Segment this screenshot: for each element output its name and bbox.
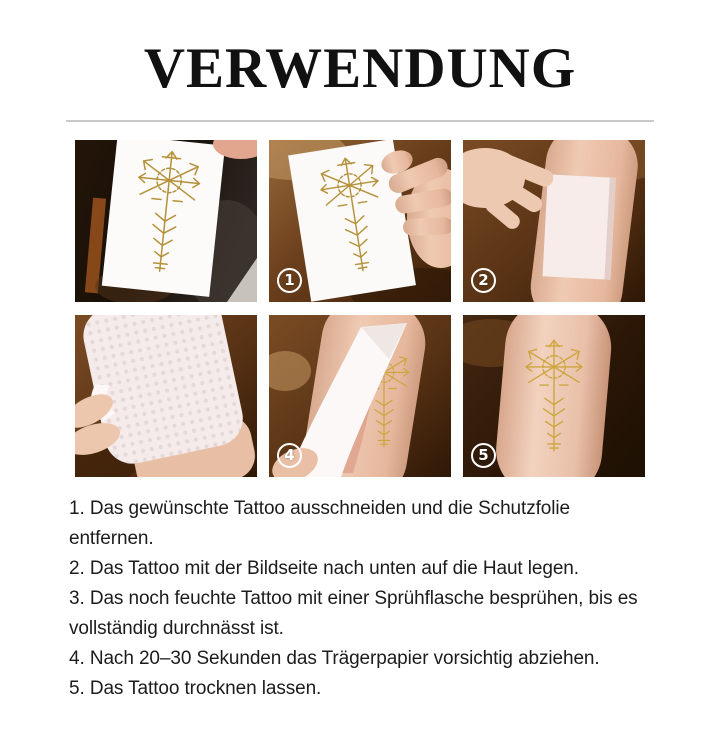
page bbox=[0, 36, 720, 704]
instruction-item: 3. Das noch feuchte Tattoo mit einer Sprühflasche besprühen, bis es vollständig durchnässt ist. bbox=[69, 587, 638, 639]
instruction-item: 4. Nach 20–30 Sekunden das Trägerpapier vorsichtig abziehen. bbox=[69, 647, 600, 669]
step-photo-3 bbox=[463, 140, 645, 302]
photo-scene bbox=[75, 315, 257, 477]
step-number-badge: 2 bbox=[471, 268, 496, 293]
title-divider bbox=[66, 120, 654, 122]
photo-scene bbox=[75, 140, 257, 302]
page-title: VERWENDUNG bbox=[143, 37, 577, 100]
instruction-item: 2. Das Tattoo mit der Bildseite nach unten auf die Haut legen. bbox=[69, 557, 579, 579]
step-number-badge: 5 bbox=[471, 443, 496, 468]
step-number-badge: 4 bbox=[277, 443, 302, 468]
step-photo-6 bbox=[463, 315, 645, 477]
step-number-badge: 1 bbox=[277, 268, 302, 293]
tattoo-paper-face-down bbox=[543, 174, 616, 279]
instruction-item: 1. Das gewünschte Tattoo ausschneiden und die Schutzfolie entfernen. bbox=[69, 497, 570, 549]
step-photo-4 bbox=[75, 315, 257, 477]
step-photo-5 bbox=[269, 315, 451, 477]
step-photo-2 bbox=[269, 140, 451, 302]
steps-photo-grid bbox=[75, 140, 645, 477]
instruction-item: 5. Das Tattoo trocknen lassen. bbox=[69, 677, 322, 699]
instructions-list bbox=[69, 494, 651, 704]
step-photo-1 bbox=[75, 140, 257, 302]
